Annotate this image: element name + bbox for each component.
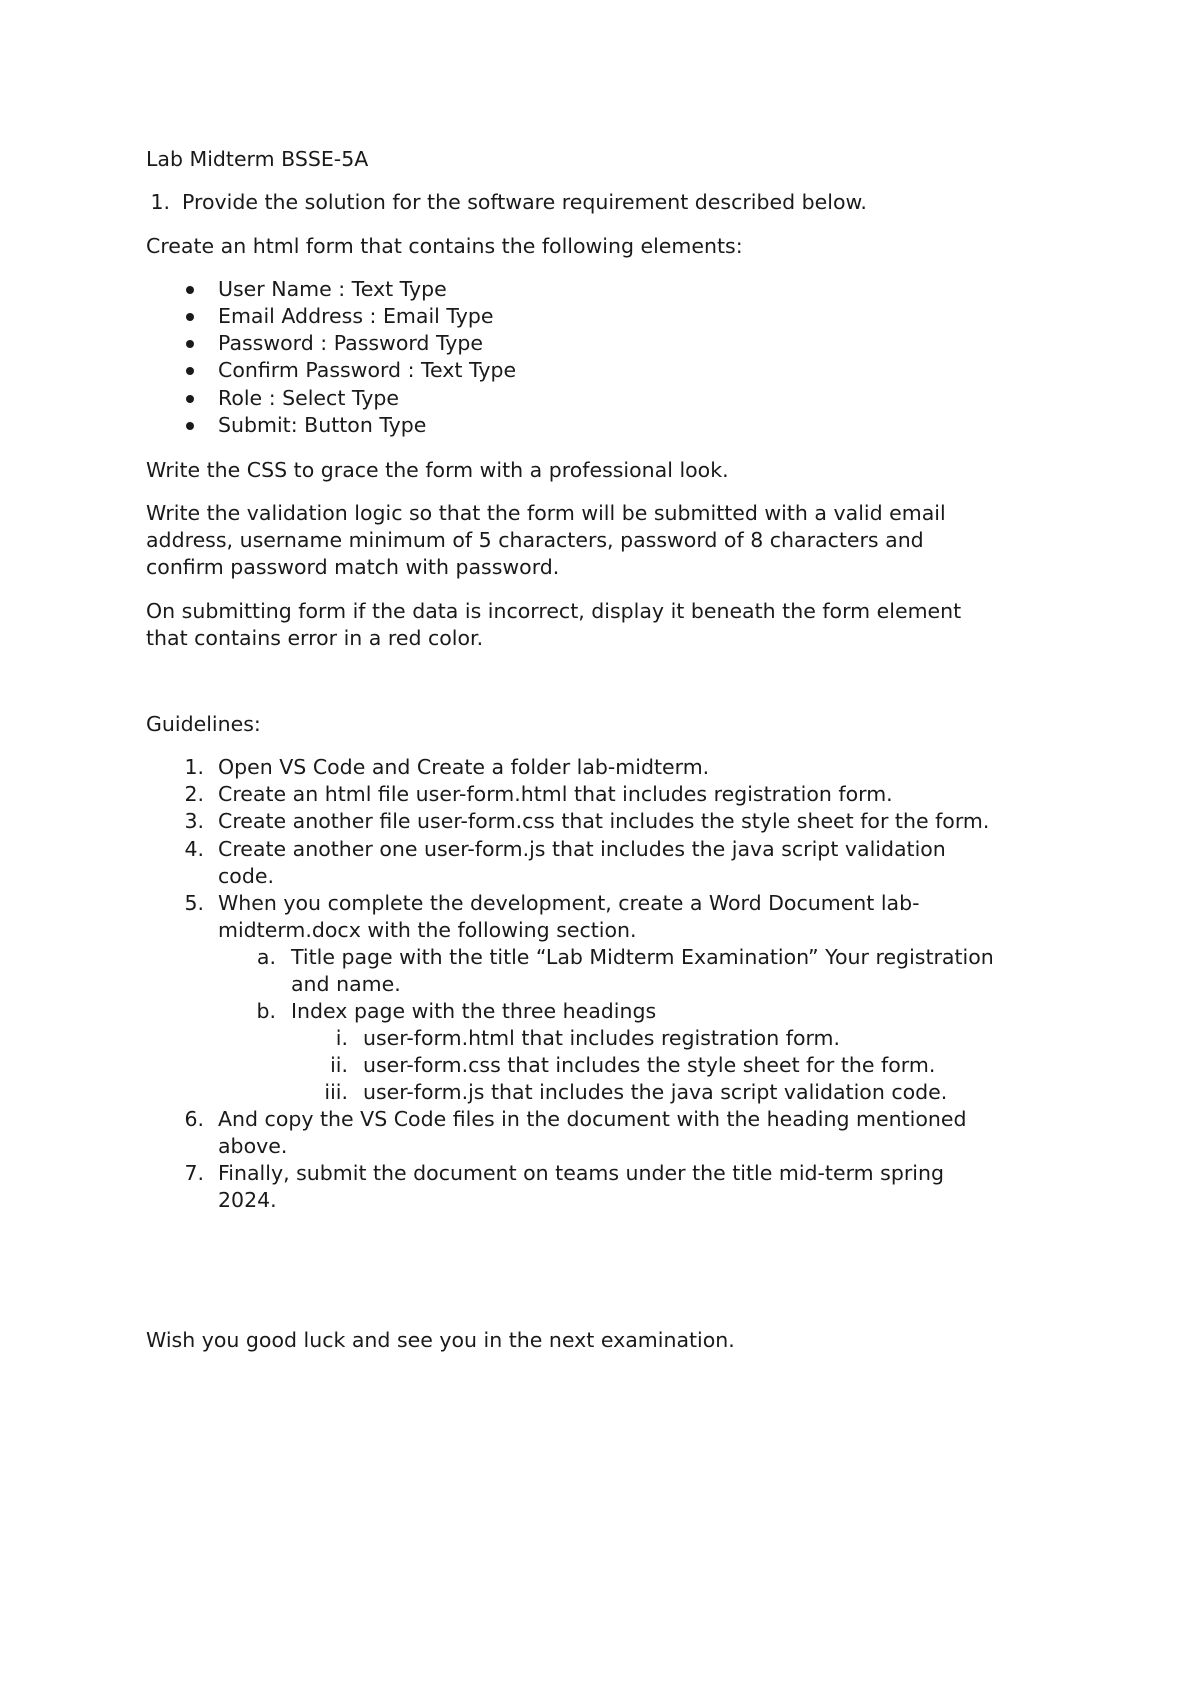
list-number: 4. — [184, 837, 204, 861]
sublist-letter: a. — [256, 945, 276, 969]
question-number: 1. — [150, 190, 170, 214]
subsublist-numeral: i. — [335, 1026, 348, 1050]
subsublist-numeral: iii. — [324, 1080, 348, 1104]
list-item: Create another file user-form.css that includes the style sheet for the form. — [218, 809, 990, 833]
list-item: Role : Select Type — [218, 386, 399, 410]
paragraph-line: address, username minimum of 5 characters, password of 8 characters and — [146, 528, 924, 552]
list-item-continuation: code. — [218, 864, 274, 888]
intro-text: Create an html form that contains the following elements: — [146, 234, 743, 258]
bullet-icon — [186, 367, 194, 375]
bullet-icon — [186, 422, 194, 430]
css-instruction: Write the CSS to grace the form with a professional look. — [146, 458, 729, 482]
sublist-letter: b. — [256, 999, 276, 1023]
list-item: Open VS Code and Create a folder lab-midterm. — [218, 755, 710, 779]
list-item-continuation: midterm.docx with the following section. — [218, 918, 637, 942]
list-item-continuation: 2024. — [218, 1188, 277, 1212]
subsublist-item: user-form.html that includes registration form. — [363, 1026, 841, 1050]
question-text: Provide the solution for the software requirement described below. — [182, 190, 867, 214]
list-item: Email Address : Email Type — [218, 304, 494, 328]
list-number: 1. — [184, 755, 204, 779]
list-item: Password : Password Type — [218, 331, 484, 355]
list-number: 6. — [184, 1107, 204, 1131]
list-number: 5. — [184, 891, 204, 915]
sublist-item: Index page with the three headings — [291, 999, 657, 1023]
paragraph-line: Write the validation logic so that the form will be submitted with a valid email — [146, 501, 946, 525]
list-number: 3. — [184, 809, 204, 833]
list-item: Confirm Password : Text Type — [218, 358, 517, 382]
bullet-icon — [186, 313, 194, 321]
sublist-item: Title page with the title “Lab Midterm Examination” Your registration — [291, 945, 994, 969]
list-item: Submit: Button Type — [218, 413, 427, 437]
list-item: Create another one user-form.js that includes the java script validation — [218, 837, 946, 861]
sublist-item-continuation: and name. — [291, 972, 401, 996]
list-item: When you complete the development, create a Word Document lab- — [218, 891, 920, 915]
paragraph-line: On submitting form if the data is incorrect, display it beneath the form element — [146, 599, 962, 623]
bullet-icon — [186, 340, 194, 348]
closing-text: Wish you good luck and see you in the next examination. — [146, 1328, 735, 1352]
guidelines-heading: Guidelines: — [146, 712, 261, 736]
subsublist-item: user-form.js that includes the java script validation code. — [363, 1080, 948, 1104]
list-item-continuation: above. — [218, 1134, 288, 1158]
bullet-icon — [186, 395, 194, 403]
document-title: Lab Midterm BSSE-5A — [146, 147, 369, 171]
list-item: And copy the VS Code files in the document with the heading mentioned — [218, 1107, 967, 1131]
paragraph-line: confirm password match with password. — [146, 555, 560, 579]
list-item: Create an html file user-form.html that includes registration form. — [218, 782, 893, 806]
bullet-icon — [186, 286, 194, 294]
list-item: User Name : Text Type — [218, 277, 447, 301]
subsublist-item: user-form.css that includes the style sheet for the form. — [363, 1053, 936, 1077]
list-item: Finally, submit the document on teams under the title mid-term spring — [218, 1161, 944, 1185]
subsublist-numeral: ii. — [330, 1053, 348, 1077]
paragraph-line: that contains error in a red color. — [146, 626, 484, 650]
list-number: 2. — [184, 782, 204, 806]
list-number: 7. — [184, 1161, 204, 1185]
